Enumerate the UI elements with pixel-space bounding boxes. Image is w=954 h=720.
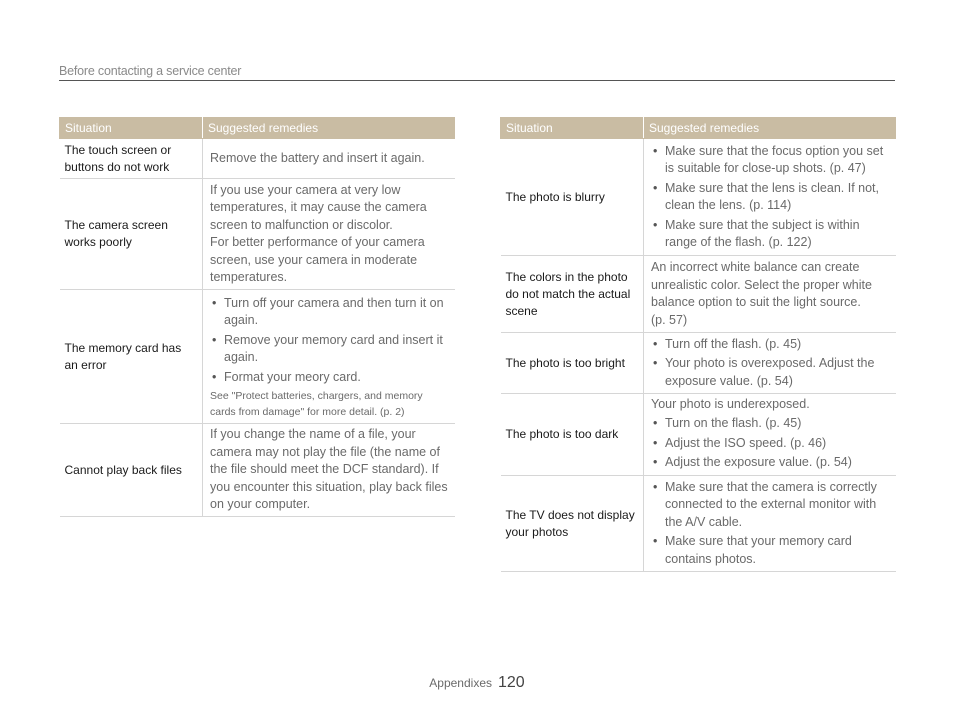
table-row <box>60 424 455 517</box>
remedy-bullet: • Remove your memory card and insert it again. <box>210 332 449 367</box>
footer-section: Appendixes <box>429 676 492 690</box>
page-footer <box>0 674 954 692</box>
remedy-text: Remove the battery and insert it again. <box>210 150 425 165</box>
remedy-bullet: • Adjust the exposure value. (p. 54) <box>651 454 890 472</box>
remedy-text: (p. 57) <box>651 312 688 327</box>
remedy-cell <box>644 476 896 572</box>
situation-cell: The TV does not display your photos <box>501 476 644 572</box>
remedy-list <box>651 143 890 252</box>
remedy-bullet: • Make sure that the focus option you set is suitable for close-up shots. (p. 47) <box>651 143 890 178</box>
situation-cell: The photo is too dark <box>501 394 644 476</box>
column-header-situation: Situation <box>501 118 644 139</box>
situation-cell: Cannot play back files <box>60 424 203 517</box>
situation-cell: The memory card has an error <box>60 290 203 424</box>
remedy-note: See "Protect batteries, chargers, and memory cards from damage" for more detail. (p. 2) <box>210 390 423 419</box>
table-row <box>501 394 896 476</box>
remedy-list <box>651 479 890 569</box>
column-header-remedies: Suggested remedies <box>644 118 896 139</box>
situation-cell: The photo is too bright <box>501 333 644 394</box>
remedy-cell <box>644 256 896 333</box>
remedy-cell <box>644 139 896 256</box>
remedy-cell <box>203 424 455 517</box>
page-header <box>59 62 895 81</box>
table-row <box>60 290 455 424</box>
situation-cell: The touch screen or buttons do not work <box>60 139 203 179</box>
remedy-bullet: • Make sure that the subject is within range of the flash. (p. 122) <box>651 217 890 252</box>
remedy-bullet: • Turn on the flash. (p. 45) <box>651 415 890 433</box>
remedy-cell <box>644 394 896 476</box>
table-row <box>501 256 896 333</box>
remedy-cell <box>644 333 896 394</box>
remedy-cell <box>203 179 455 290</box>
table-row <box>501 139 896 256</box>
table-row <box>60 179 455 290</box>
page-number: 120 <box>498 674 525 691</box>
table-row <box>60 139 455 179</box>
remedy-bullet: • Turn off your camera and then turn it on again. <box>210 295 449 330</box>
remedy-bullet: • Format your meory card. <box>210 369 449 387</box>
column-header-remedies: Suggested remedies <box>203 118 455 139</box>
remedy-text: If you use your camera at very low temperatures, it may cause the camera screen to malfunction or discolor. <box>210 182 427 232</box>
remedy-bullet: • Turn off the flash. (p. 45) <box>651 336 890 354</box>
remedy-bullet: • Make sure that your memory card contains photos. <box>651 533 890 568</box>
remedy-cell <box>203 139 455 179</box>
right-troubleshooting-table <box>500 117 896 572</box>
remedy-cell <box>203 290 455 424</box>
remedy-bullet: • Your photo is overexposed. Adjust the exposure value. (p. 54) <box>651 355 890 390</box>
remedy-text: For better performance of your camera screen, use your camera in moderate temperatures. <box>210 235 425 284</box>
situation-cell: The camera screen works poorly <box>60 179 203 290</box>
remedy-text: An incorrect white balance can create unrealistic color. Select the proper white balance option to suit the light source. <box>651 260 872 309</box>
remedy-list <box>210 295 449 387</box>
table-row <box>501 476 896 572</box>
remedy-bullet: • Make sure that the camera is correctly connected to the external monitor with the A/V cable. <box>651 479 890 532</box>
column-header-situation: Situation <box>60 118 203 139</box>
left-troubleshooting-table <box>59 117 455 517</box>
remedy-list <box>651 415 890 472</box>
remedy-bullet: • Adjust the ISO speed. (p. 46) <box>651 435 890 453</box>
situation-cell: The colors in the photo do not match the actual scene <box>501 256 644 333</box>
remedy-list <box>651 336 890 391</box>
situation-cell: The photo is blurry <box>501 139 644 256</box>
table-row <box>501 333 896 394</box>
remedy-bullet: • Make sure that the lens is clean. If not, clean the lens. (p. 114) <box>651 180 890 215</box>
remedy-text: If you change the name of a file, your camera may not play the file (the name of the file should meet the DCF standard). If you encounter this situation, play back files on your computer. <box>210 427 448 512</box>
page-header-title: Before contacting a service center <box>59 64 242 78</box>
remedy-text: Your photo is underexposed. <box>651 396 810 411</box>
